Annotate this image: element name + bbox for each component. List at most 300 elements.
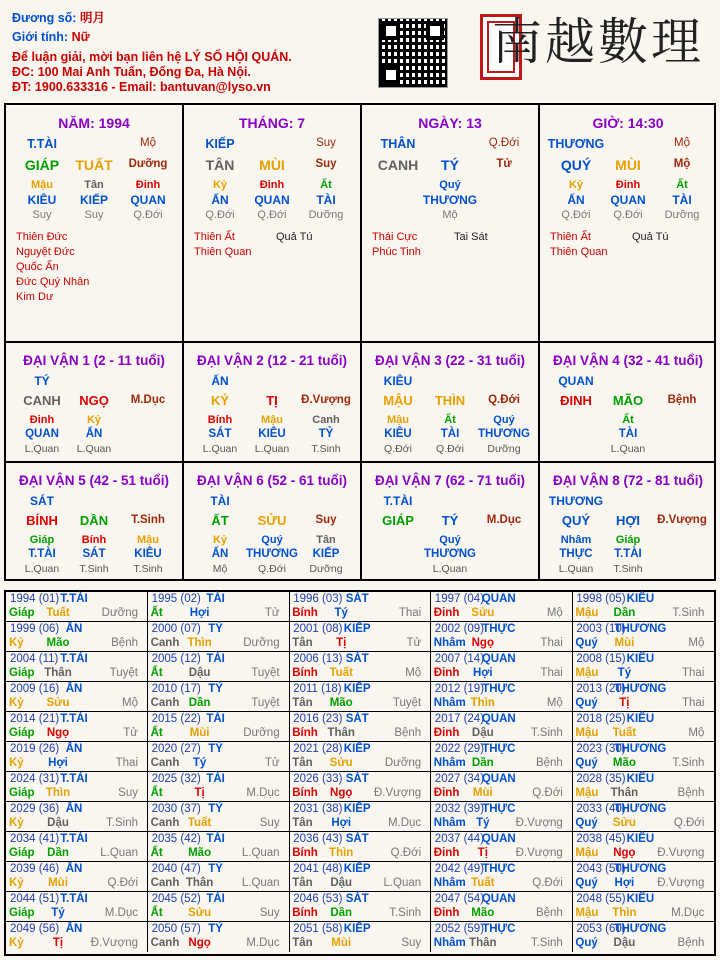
year-cell[interactable]: [6, 802, 148, 832]
year-ten-god: THỰC: [482, 683, 516, 695]
hidden-god: THƯƠNG: [246, 548, 298, 560]
year-cell[interactable]: [431, 772, 573, 802]
year-stem: Đinh: [433, 847, 460, 859]
year-branch: Dần: [471, 757, 494, 769]
year-state: Mộ: [546, 697, 563, 709]
year-ten-god: TỶ: [208, 863, 223, 875]
year-state: Suy: [259, 907, 280, 919]
year-label: 2047 (54): [434, 893, 485, 905]
year-branch: Hợi: [472, 667, 493, 679]
year-ten-god: QUAN: [481, 713, 516, 725]
year-ten-god: ẤN: [65, 683, 83, 695]
year-branch: Ngọ: [330, 787, 353, 799]
year-stem: Tân: [292, 757, 313, 769]
year-stem: Nhâm: [433, 877, 466, 889]
year-label: 2027 (34): [434, 773, 485, 785]
year-state: Tuyệt: [392, 697, 422, 709]
year-branch: Tị: [619, 697, 630, 709]
year-stem: Quý: [575, 877, 598, 889]
year-label: 2032 (39): [434, 803, 485, 815]
year-ten-god: QUAN: [481, 773, 516, 785]
year-branch: Tý: [334, 607, 348, 619]
year-label: 2021 (28): [293, 743, 343, 755]
dai-van-title: ĐẠI VẬN 4 (32 - 41 tuổi): [552, 353, 704, 368]
heavenly-stem: QUÝ: [560, 157, 592, 173]
year-cell[interactable]: [572, 682, 714, 712]
year-ten-god: THƯƠNG: [614, 923, 667, 935]
year-cell[interactable]: [431, 922, 573, 952]
hidden-god: ẤN: [211, 193, 229, 207]
year-branch: Sửu: [46, 697, 70, 709]
year-state: M.Dục: [671, 907, 705, 919]
year-cell[interactable]: [148, 622, 290, 652]
star-good: Thái Cực: [372, 231, 418, 243]
hidden-god: KIÊU: [27, 193, 57, 207]
star-good: Thiên Đức: [16, 231, 68, 243]
hidden-stem: Đinh: [135, 179, 161, 191]
year-branch: Sửu: [329, 757, 353, 769]
year-cell[interactable]: [289, 682, 431, 712]
branch-state: Q.Đới: [488, 394, 520, 406]
year-cell[interactable]: [148, 802, 290, 832]
hidden-state: T.Sinh: [613, 563, 643, 575]
year-label: 2033 (40): [576, 803, 626, 815]
year-stem: Bính: [292, 727, 318, 739]
year-label: 2010 (17): [151, 683, 201, 695]
year-label: 2029 (36): [10, 803, 60, 815]
year-ten-god: SÁT: [345, 713, 369, 725]
year-branch: Sửu: [471, 607, 495, 619]
year-cell[interactable]: [148, 862, 290, 892]
star-good: Đức Quý Nhân: [16, 276, 90, 288]
year-state: Mộ: [688, 637, 705, 649]
year-cell[interactable]: [572, 862, 714, 892]
year-cell[interactable]: [289, 622, 431, 652]
year-stem: Canh: [150, 697, 180, 709]
year-label: 1995 (02): [151, 593, 201, 605]
year-cell[interactable]: [6, 832, 148, 862]
year-cell[interactable]: [431, 652, 573, 682]
year-label: 2026 (33): [293, 773, 343, 785]
year-label: 2036 (43): [293, 833, 343, 845]
hidden-stem: Giáp: [615, 534, 641, 546]
year-label: 2011 (18): [293, 683, 342, 695]
year-state: T.Sinh: [530, 937, 563, 949]
year-state: T.Sinh: [530, 727, 563, 739]
hidden-god: THƯƠNG: [478, 428, 530, 440]
ten-god: THÂN: [380, 137, 416, 151]
hidden-god: QUAN: [610, 193, 646, 207]
year-stem: Quý: [575, 757, 598, 769]
year-cell[interactable]: [289, 862, 431, 892]
year-label: 2023 (30): [576, 743, 626, 755]
year-stem: Bính: [292, 907, 318, 919]
year-cell[interactable]: [148, 712, 290, 742]
star-good: Quốc Ấn: [16, 261, 59, 273]
year-state: T.Sinh: [672, 607, 705, 619]
year-stem: Giáp: [9, 847, 35, 859]
year-state: Dưỡng: [243, 637, 280, 649]
year-cell[interactable]: [289, 652, 431, 682]
year-label: 2004 (11): [10, 653, 59, 665]
year-ten-god: KIẾP: [343, 923, 371, 935]
dai-van-4: [540, 343, 717, 459]
hidden-stem: Bính: [81, 534, 107, 546]
year-ten-god: QUAN: [481, 893, 516, 905]
year-branch: Hợi: [331, 817, 352, 829]
hidden-god: TÀI: [618, 428, 638, 440]
year-ten-god: T.TÀI: [60, 833, 88, 845]
year-cell[interactable]: [6, 922, 148, 952]
year-ten-god: SÁT: [345, 833, 369, 845]
year-ten-god: THỰC: [482, 623, 516, 635]
year-cell[interactable]: [431, 712, 573, 742]
year-state: Tử: [123, 727, 138, 739]
year-cell[interactable]: [148, 592, 290, 622]
year-label: 2014 (21): [10, 713, 60, 725]
heavenly-stem: CANH: [377, 157, 419, 173]
year-label: 2019 (26): [10, 743, 60, 755]
year-stem: Đinh: [433, 787, 460, 799]
year-cell[interactable]: [572, 802, 714, 832]
year-stem: Đinh: [433, 607, 460, 619]
year-ten-god: TÀI: [206, 893, 225, 905]
year-branch: Tuất: [329, 667, 353, 679]
dai-van-3: [362, 343, 539, 459]
year-label: 2018 (25): [576, 713, 626, 725]
year-ten-god: THƯƠNG: [614, 743, 667, 755]
year-branch: Tý: [192, 757, 207, 769]
hidden-state: Dưỡng: [308, 209, 344, 221]
year-stem: Nhâm: [433, 757, 466, 769]
gender-line: Giới tính: Nữ: [12, 30, 90, 44]
year-cell[interactable]: [289, 922, 431, 952]
dai-van-title: ĐẠI VẬN 7 (62 - 71 tuổi): [374, 473, 526, 488]
year-branch: Tý: [617, 667, 632, 679]
hidden-stem: Quý: [261, 534, 283, 546]
year-stem: Mậu: [575, 607, 599, 619]
hidden-stem: Tân: [316, 534, 336, 546]
year-cell[interactable]: [289, 802, 431, 832]
year-state: Dưỡng: [384, 757, 422, 769]
year-cell[interactable]: [431, 892, 573, 922]
year-cell[interactable]: [289, 742, 431, 772]
hidden-god: T.TÀI: [28, 548, 56, 560]
heavenly-stem: ẤT: [211, 513, 229, 528]
year-stem: Canh: [150, 937, 180, 949]
hidden-state: Mộ: [442, 209, 458, 221]
year-cell[interactable]: [572, 622, 714, 652]
year-branch: Tuất: [187, 817, 212, 829]
year-cell[interactable]: [148, 832, 290, 862]
year-cell[interactable]: [431, 802, 573, 832]
year-ten-god: TÀI: [206, 653, 225, 665]
year-cell[interactable]: [148, 682, 290, 712]
year-cell[interactable]: [6, 772, 148, 802]
year-label: 1998 (05): [576, 593, 626, 605]
year-state: Thai: [398, 607, 422, 619]
year-state: Thai: [540, 637, 563, 649]
year-state: M.Dục: [387, 817, 422, 829]
year-state: Q.Đới: [390, 847, 422, 859]
year-label: 2025 (32): [151, 773, 201, 785]
year-state: Bệnh: [111, 637, 138, 649]
year-stem: Giáp: [9, 907, 35, 919]
year-branch: Sửu: [188, 907, 212, 919]
branch-state: Đ.Vượng: [657, 514, 707, 526]
year-state: Đ.Vượng: [90, 937, 138, 949]
year-stem: Mậu: [575, 847, 599, 859]
year-label: 2044 (51): [10, 893, 60, 905]
year-branch: Thìn: [45, 787, 71, 799]
ten-god: TÀI: [210, 494, 230, 508]
year-label: 2051 (58): [293, 923, 343, 935]
branch-state: T.Sinh: [131, 514, 165, 526]
earthly-branch: TÝ: [441, 513, 459, 528]
heavenly-stem: GIÁP: [382, 513, 414, 528]
hidden-god: KIẾP: [312, 548, 340, 560]
year-ten-god: KIẾP: [343, 623, 371, 635]
year-label: 2002 (09): [434, 623, 485, 635]
branch-state: Bệnh: [667, 394, 697, 406]
year-stem: Bính: [292, 847, 318, 859]
year-ten-god: KIÊU: [626, 833, 655, 845]
year-cell[interactable]: [148, 772, 290, 802]
hidden-god: ẤN: [567, 193, 585, 207]
year-cell[interactable]: [572, 592, 714, 622]
year-label: 2035 (42): [151, 833, 201, 845]
year-stem: Kỷ: [9, 697, 24, 709]
year-cell[interactable]: [148, 922, 290, 952]
dai-van-title: ĐẠI VẬN 8 (72 - 81 tuổi): [552, 473, 704, 488]
year-ten-god: TỶ: [208, 743, 223, 755]
year-ten-god: TÀI: [206, 713, 225, 725]
heavenly-stem: QUÝ: [561, 513, 591, 528]
year-branch: Mùi: [472, 787, 493, 799]
year-ten-god: TỶ: [208, 923, 223, 935]
year-state: M.Dục: [246, 787, 280, 799]
year-state: Q.Đới: [107, 877, 138, 889]
year-label: 2028 (35): [576, 773, 626, 785]
hidden-stem: Kỷ: [212, 179, 228, 191]
year-branch: Hợi: [189, 607, 210, 619]
year-stem: Mậu: [575, 727, 599, 739]
year-label: 1996 (03): [293, 593, 343, 605]
dai-van-5: [6, 463, 183, 579]
year-stem: Kỷ: [9, 637, 24, 649]
year-ten-god: ẤN: [65, 743, 83, 755]
year-cell[interactable]: [572, 772, 714, 802]
year-cell[interactable]: [148, 892, 290, 922]
year-label: 2039 (46): [10, 863, 60, 875]
year-label: 2034 (41): [10, 833, 60, 845]
year-state: T.Sinh: [106, 817, 138, 829]
year-cell[interactable]: [431, 622, 573, 652]
year-label: 2022 (29): [434, 743, 485, 755]
dai-van-6: [184, 463, 361, 579]
phone-email-line: ĐT: 1900.633316 - Email: bantuvan@lyso.vn: [12, 80, 271, 94]
year-label: 2037 (44): [434, 833, 485, 845]
year-branch: Thân: [610, 787, 639, 799]
hidden-state: L.Quan: [610, 443, 646, 455]
year-branch: Mão: [329, 697, 353, 709]
dai-van-title: ĐẠI VẬN 3 (22 - 31 tuổi): [374, 353, 526, 368]
year-label: 2045 (52): [151, 893, 201, 905]
year-cell[interactable]: [6, 712, 148, 742]
year-state: Q.Đới: [673, 817, 705, 829]
year-ten-god: THỰC: [482, 923, 516, 935]
year-label: 2003 (10): [576, 623, 626, 635]
year-stem: Quý: [575, 697, 598, 709]
year-label: 1999 (06): [10, 623, 60, 635]
year-label: 2040 (47): [151, 863, 201, 875]
year-branch: Thìn: [612, 907, 637, 919]
year-stem: Kỷ: [9, 817, 24, 829]
year-ten-god: KIÊU: [626, 893, 655, 905]
year-cell[interactable]: [572, 832, 714, 862]
dai-van-1: [6, 343, 183, 459]
hidden-god: TÀI: [440, 428, 460, 440]
branch-state: Dưỡng: [128, 158, 168, 170]
year-label: 2015 (22): [151, 713, 201, 725]
year-cell[interactable]: [289, 892, 431, 922]
hidden-stem: Mậu: [31, 179, 53, 191]
year-stem: Tân: [292, 697, 313, 709]
star-good: Thiên Quan: [194, 246, 252, 258]
year-ten-god: ẤN: [65, 623, 83, 635]
year-label: 2007 (14): [434, 653, 485, 665]
year-stem: Ất: [150, 847, 163, 859]
year-cell[interactable]: [572, 652, 714, 682]
year-cell[interactable]: [431, 742, 573, 772]
hidden-state: L.Quan: [432, 563, 468, 575]
year-cell[interactable]: [572, 922, 714, 952]
year-label: 2046 (53): [293, 893, 343, 905]
year-cell[interactable]: [431, 862, 573, 892]
star-good: Thiên Quan: [550, 246, 608, 258]
hidden-god: ẤN: [85, 428, 103, 440]
year-stem: Ất: [150, 727, 163, 739]
year-label: 2001 (08): [293, 623, 343, 635]
year-state: Bệnh: [535, 757, 563, 769]
year-state: Thai: [682, 697, 705, 709]
year-cell[interactable]: [431, 682, 573, 712]
hidden-state: Dưỡng: [487, 443, 521, 455]
year-branch: Mùi: [48, 877, 68, 889]
pillar-title: NĂM: 1994: [58, 115, 130, 131]
hidden-state: L.Quan: [202, 443, 238, 455]
year-cell[interactable]: [6, 892, 148, 922]
year-ten-god: ẤN: [65, 863, 83, 875]
year-cell[interactable]: [148, 652, 290, 682]
year-ten-god: SÁT: [345, 893, 369, 905]
year-state: Đ.Vượng: [515, 847, 563, 859]
dai-van-title: ĐẠI VẬN 6 (52 - 61 tuổi): [196, 473, 348, 488]
hidden-god: TỶ: [318, 428, 334, 440]
ten-god: THƯƠNG: [547, 137, 605, 151]
year-ten-god: KIÊU: [626, 773, 655, 785]
year-cell[interactable]: [289, 592, 431, 622]
year-cell[interactable]: [6, 592, 148, 622]
qr-code[interactable]: [378, 18, 448, 88]
address-line: ĐC: 100 Mai Anh Tuấn, Đống Đa, Hà Nội.: [12, 65, 251, 79]
ten-god: T.TÀI: [27, 137, 57, 151]
year-label: 2031 (38): [293, 803, 343, 815]
year-stem: Ất: [150, 667, 163, 679]
ten-god: ẤN: [211, 374, 229, 388]
year-ten-god: TÀI: [206, 773, 225, 785]
year-branch: Mùi: [614, 637, 635, 649]
year-state: Mộ: [546, 607, 563, 619]
year-ten-god: KIÊU: [626, 653, 655, 665]
year-cell[interactable]: [6, 622, 148, 652]
year-branch: Mùi: [189, 727, 210, 739]
contact-line: Để luận giải, mời bạn liên hệ LÝ SỐ HỘI QUÁN.: [12, 50, 292, 64]
year-cell[interactable]: [148, 742, 290, 772]
year-cell[interactable]: [572, 742, 714, 772]
hidden-state: L.Quan: [24, 443, 60, 455]
year-cell[interactable]: [6, 652, 148, 682]
year-ten-god: SÁT: [345, 593, 369, 605]
year-ten-god: THỰC: [482, 863, 516, 875]
year-label: 2008 (15): [576, 653, 626, 665]
year-cell[interactable]: [572, 892, 714, 922]
year-label: 2020 (27): [151, 743, 201, 755]
pillar-3: [540, 105, 717, 339]
year-branch: Mão: [612, 757, 636, 769]
year-ten-god: T.TÀI: [60, 773, 88, 785]
ten-god: KIÊU: [383, 374, 413, 388]
branch-state: Tử: [496, 158, 512, 170]
year-ten-god: T.TÀI: [60, 653, 88, 665]
hidden-stem: Mậu: [137, 534, 159, 546]
hidden-state: Q.Đới: [133, 209, 163, 221]
year-stem: Kỷ: [9, 877, 24, 889]
dai-van-7: [362, 463, 539, 579]
year-state: Dưỡng: [243, 727, 280, 739]
year-cell[interactable]: [289, 712, 431, 742]
stem-state: Suy: [316, 137, 336, 149]
year-state: M.Dục: [246, 937, 280, 949]
hidden-stem: Ất: [676, 179, 688, 191]
year-label: 2024 (31): [10, 773, 60, 785]
year-cell[interactable]: [6, 862, 148, 892]
year-branch: Ngọ: [46, 727, 70, 739]
year-cell[interactable]: [289, 772, 431, 802]
year-stem: Canh: [150, 757, 180, 769]
hidden-stem: Ất: [444, 414, 456, 426]
year-cell[interactable]: [6, 682, 148, 712]
year-state: Suy: [118, 787, 138, 799]
year-stem: Giáp: [9, 607, 35, 619]
year-stem: Tân: [292, 877, 313, 889]
hidden-god: QUAN: [130, 193, 166, 207]
hidden-state: T.Sinh: [79, 563, 109, 575]
year-stem: Bính: [292, 787, 318, 799]
year-stem: Ất: [150, 607, 163, 619]
year-stem: Quý: [575, 937, 598, 949]
year-branch: Hợi: [614, 877, 635, 889]
year-state: Đ.Vượng: [657, 847, 705, 859]
year-cell[interactable]: [6, 742, 148, 772]
person-name: 明月: [79, 11, 105, 25]
year-cell[interactable]: [289, 832, 431, 862]
year-branch: Mão: [471, 907, 495, 919]
year-cell[interactable]: [431, 592, 573, 622]
year-cell[interactable]: [431, 832, 573, 862]
hidden-stem: Mậu: [261, 414, 283, 426]
year-cell[interactable]: [572, 712, 714, 742]
